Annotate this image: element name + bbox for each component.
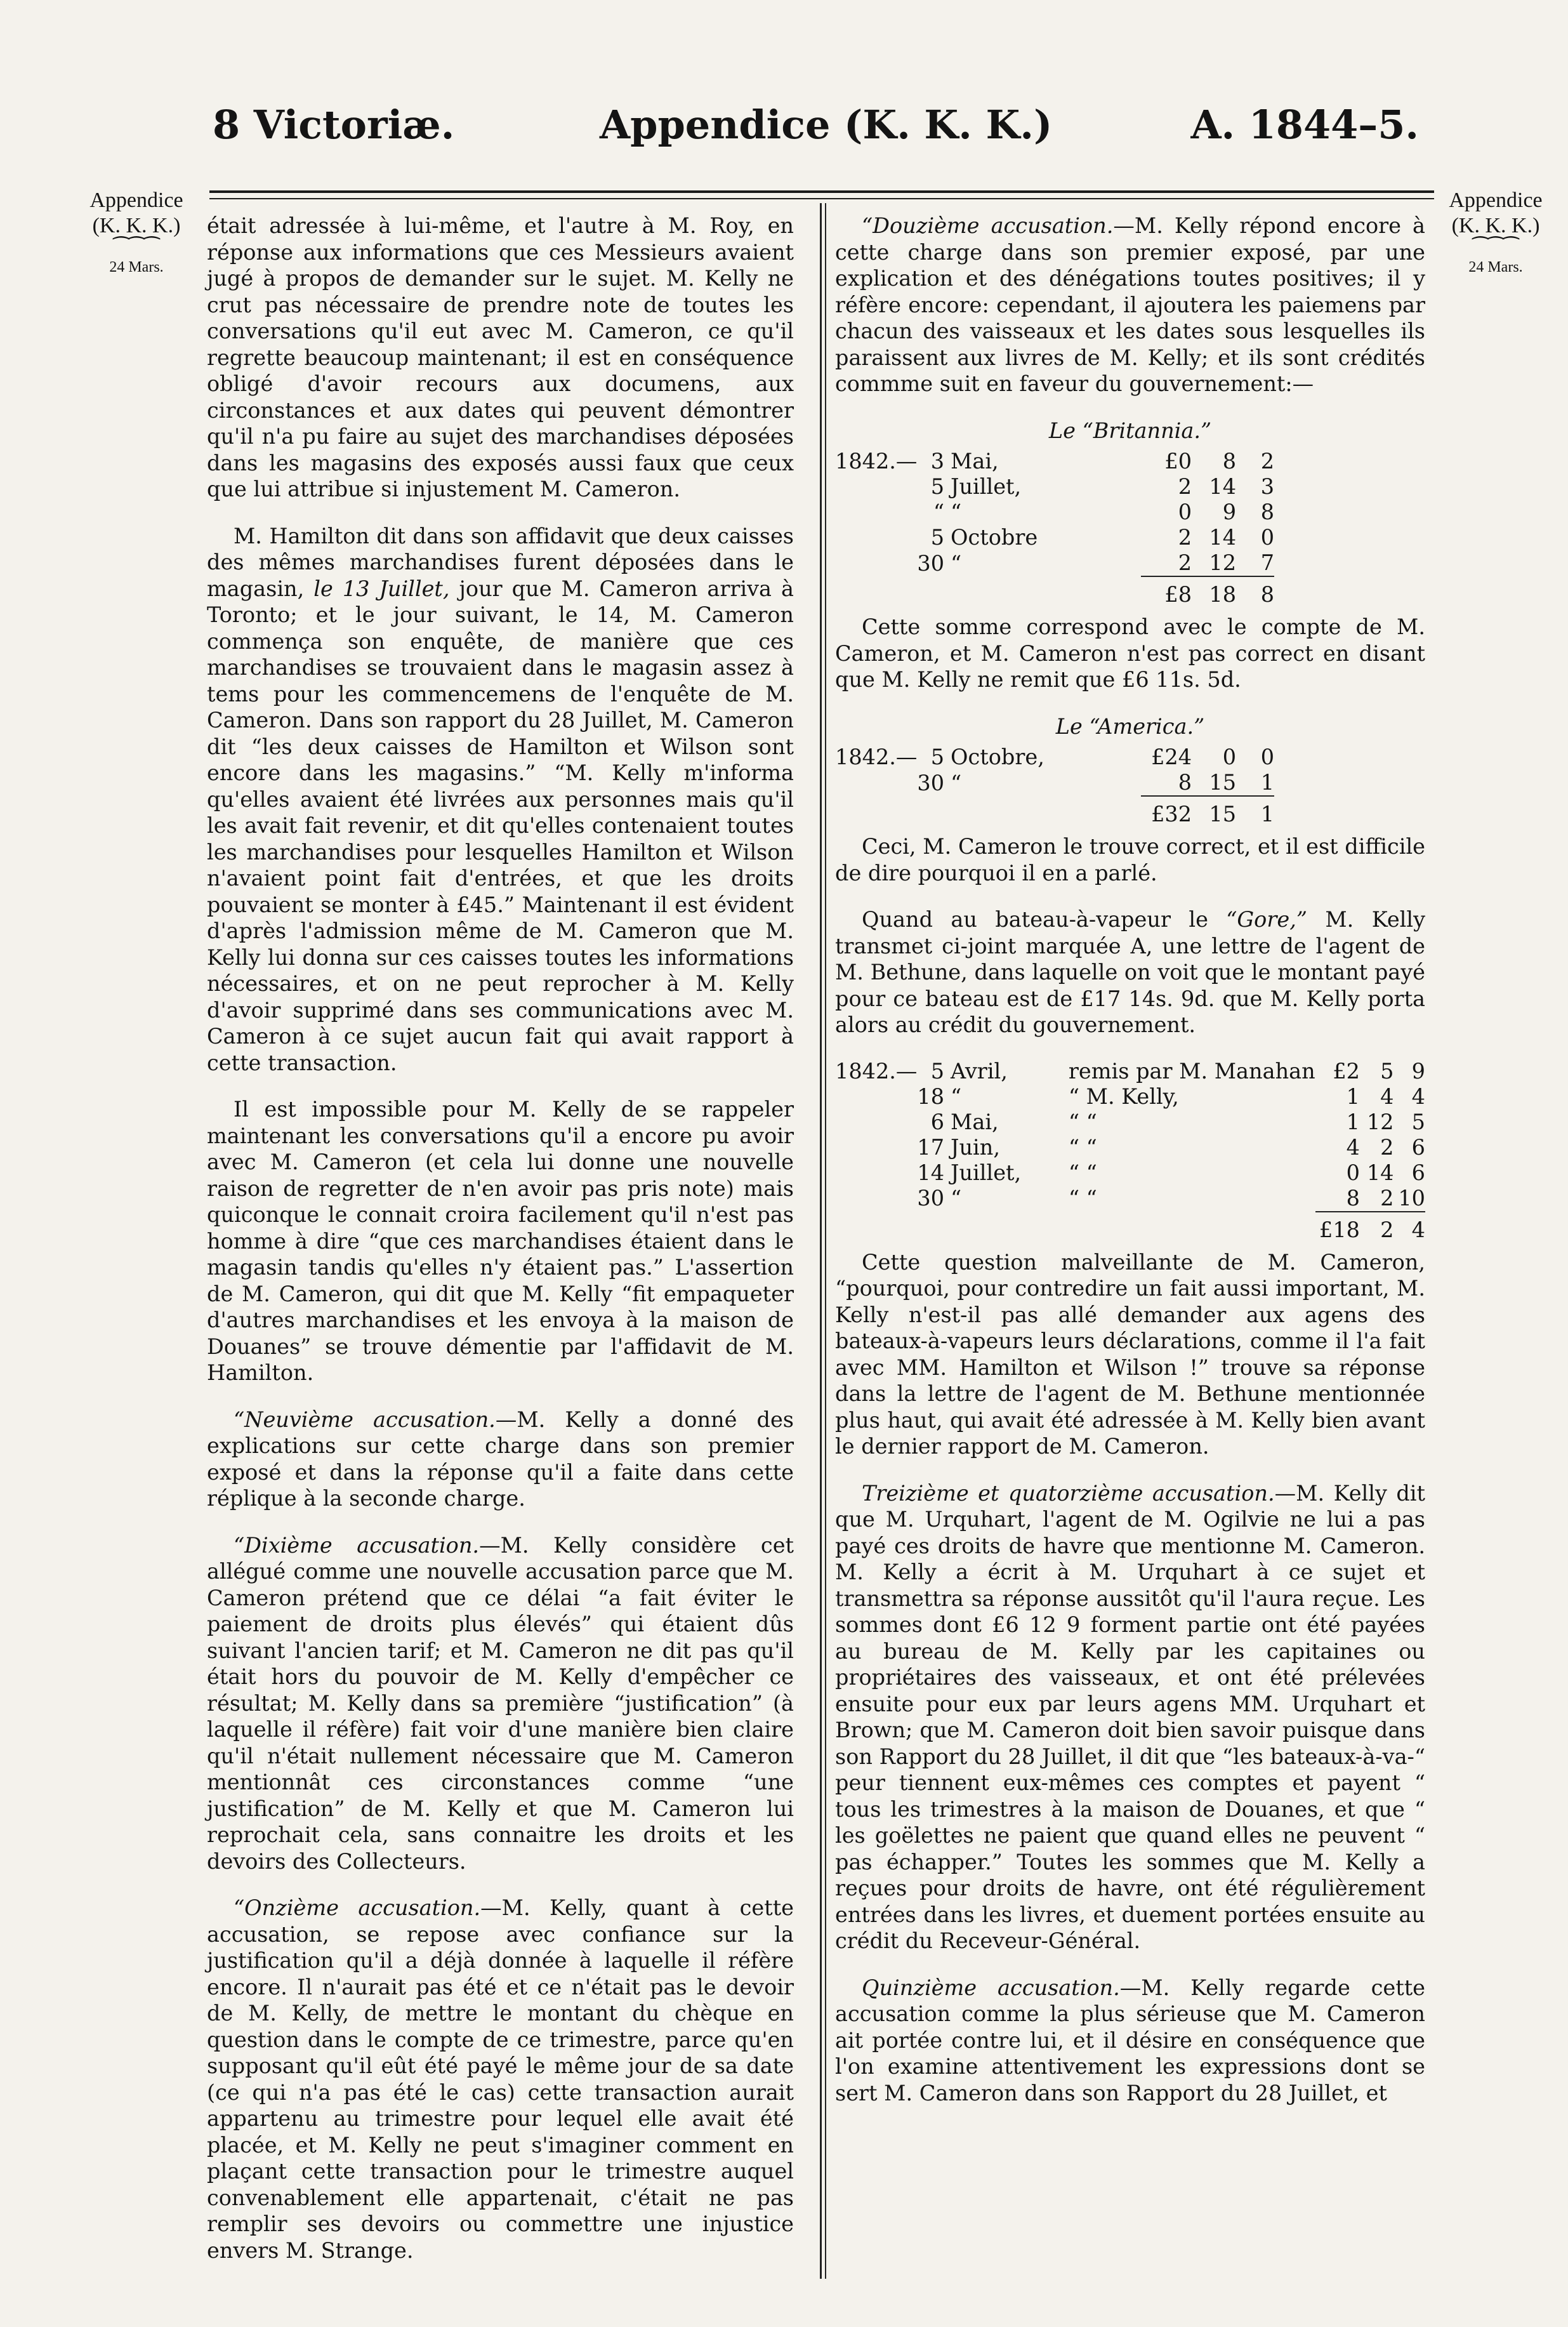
total-pounds: £8 <box>1141 576 1192 607</box>
text: —M. Kelly répond encore à cette charge dans son premier exposé, par une explication et des dénégations toutes positives; il y réfère encore: cependant, il ajoutera les paiemens par chacun des vaisseaux et les dates sous lesquelles ils paraissent aux livres de M. Kelly; et ils sont crédités commme suit en faveur du gouvernement:— <box>835 213 1426 396</box>
pounds-cell: 8 <box>1178 770 1192 795</box>
shillings-cell: 14 <box>1209 525 1237 550</box>
paragraph: Ceci, M. Cameron le trouve correct, et il est difficile de dire pourquoi il en a parlé. <box>835 834 1425 885</box>
pence-cell: 4 <box>1411 1084 1425 1109</box>
paragraph: Cette question malveillante de M. Cameron, “pourquoi, pour contredire un fait aussi important, M. Kelly n'est-il pas allé demander aux agens des bateaux-à-vapeurs leurs déclarations, comme il l'a fait avec MM. Hamilton et Wilson !” trouve sa réponse dans la lettre de l'agent de M. Bethune mentionnée plus haut, qui avait été adressée à M. Kelly bien avant le dernier rapport de M. Cameron. <box>835 1249 1425 1459</box>
year-cell <box>835 1110 917 1135</box>
table-row <box>835 770 1274 796</box>
day-cell: “ <box>933 500 945 524</box>
spacer <box>917 576 951 607</box>
column-divider <box>820 203 822 2279</box>
account-table-america <box>835 745 1274 827</box>
total-pence: 4 <box>1393 1212 1425 1243</box>
pence-cell: 6 <box>1411 1134 1425 1160</box>
swirl-ornament-icon: ⁀⁀⁀ <box>113 237 160 258</box>
header-appendix: Appendice (K. K. K.) <box>600 102 1053 148</box>
margin-note-right <box>1435 188 1556 277</box>
day-cell: 30 <box>917 1186 945 1210</box>
day-cell: 5 <box>930 525 945 550</box>
margin-note-left <box>76 188 197 277</box>
month-cell: Juillet, <box>951 1160 1022 1185</box>
paragraph-treizieme <box>835 1480 1425 1954</box>
total-pence: 8 <box>1236 576 1274 607</box>
pounds-cell: 4 <box>1346 1134 1360 1160</box>
table-row <box>835 1186 1425 1212</box>
table-row <box>835 1135 1425 1160</box>
margin-kkk: (K. K. K.) <box>1451 214 1540 237</box>
pounds-cell: £24 <box>1151 745 1192 769</box>
shillings-cell: 8 <box>1222 449 1237 474</box>
remitter-cell: “ “ <box>1068 1186 1097 1210</box>
table-row <box>835 500 1274 525</box>
total-row <box>835 576 1274 607</box>
total-pounds: £32 <box>1141 796 1192 827</box>
month-cell: “ <box>951 770 962 795</box>
shillings-cell: 5 <box>1380 1058 1394 1084</box>
pounds-cell: 8 <box>1346 1185 1360 1210</box>
paragraph-neuvieme <box>207 1407 794 1512</box>
table-title-britannia: Le “Britannia.” <box>1048 418 1212 443</box>
paragraph: Il est impossible pour M. Kelly de se rappeler maintenant les conversations qu'il a encore pu avoir avec M. Cameron (et cela lui donne une nouvelle raison de regretter de n'en avoir pas pris note) mais quiconque le connait croira facilement qu'il n'est pas homme à dire “que ces marchandises étaient dans le magasin tandis qu'elles n'y étaient pas.” L'assertion de M. Cameron, qui dit que M. Kelly “fit empaqueter d'autres marchandises et les envoya à la maison de Douanes” se trouve démentie par l'affidavit de M. Hamilton. <box>207 1097 794 1385</box>
month-cell: Juillet, <box>951 474 1022 499</box>
pounds-cell: 2 <box>1178 550 1192 575</box>
day-cell: 5 <box>930 1058 945 1084</box>
header-year: A. 1844–5. <box>1190 102 1419 148</box>
spacer <box>835 1212 917 1243</box>
total-shillings: 2 <box>1360 1212 1393 1243</box>
month-cell: “ <box>951 500 962 524</box>
paragraph-quinzieme <box>835 1975 1425 2107</box>
day-cell: 5 <box>930 474 945 499</box>
pounds-cell: 2 <box>1178 525 1192 550</box>
text: —M. Kelly dit que M. Urquhart, l'agent de M. Ogilvie ne lui a pas payé ces droits de havre que mentionne M. Cameron. M. Kelly a écrit à M. Urquhart à ce sujet et transmettra sa réponse aussitôt qu'il l'aura reçue. Les sommes dont £6 12 9 forment partie ont été payées au bureau de M. Kelly par les capitaines ou propriétaires des vaisseaux, et ont été prélevées ensuite pour eux par leurs agens MM. Urquhart et Brown; que M. Cameron doit bien savoir puisque dans son Rapport du 28 Juillet, il dit que “les bateaux-à-va-“ peur tiennent eux-mêmes ces comptes et payent “ tous les trimestres à la maison de Douanes, et que “ les goëlettes ne paient que quand elles ne peuvent “ pas échapper.” Toutes les sommes que M. Kelly a reçues pour droits de havre, ont été régulièrement entrées dans les livres, et duement portées ensuite au crédit du Receveur-Général. <box>835 1480 1425 1953</box>
pence-cell: 8 <box>1260 500 1275 524</box>
accusation-heading: “Neuvième accusation. <box>234 1407 496 1432</box>
month-cell: Juin, <box>951 1134 1000 1160</box>
text: —M. Kelly considère cet allégué comme une nouvelle accusation parce que M. Cameron prétend que ce délai “a fait éviter le paiement de droits plus élevés” qui étaient dûs suivant l'ancien tarif; et M. Cameron ne dit pas qu'il était hors du pouvoir de M. Kelly d'empêcher ce résultat; M. Kelly dans sa première “justification” (à laquelle il réfère) fait voir d'une manière bien claire qu'il n'était nullement nécessaire que M. Cameron mentionnât ces circonstances comme “une justification” de M. Kelly et que M. Cameron lui reprochait cela, sans connaitre les droits et les devoirs des Collecteurs. <box>207 1532 794 1874</box>
pence-cell: 2 <box>1260 449 1275 474</box>
text: —M. Kelly a donné des explications sur cette charge dans son premier exposé et dans la réponse qu'il a faite dans cette réplique à la seconde charge. <box>207 1407 794 1511</box>
spacer <box>951 576 1141 607</box>
day-cell: 30 <box>917 550 945 576</box>
pence-cell: 1 <box>1260 770 1275 795</box>
text: —M. Kelly regarde cette accusation comme la plus sérieuse que M. Cameron ait portée contre lui, et il désire en conséquence que l'on examine attentivement les expressions dont se sert M. Cameron dans son Rapport du 28 Juillet, et <box>835 1975 1425 2105</box>
table-row <box>835 1084 1425 1110</box>
pounds-cell: 0 <box>1178 500 1192 524</box>
pence-cell: 3 <box>1260 474 1275 499</box>
shillings-cell: 15 <box>1209 770 1237 795</box>
table-row <box>835 745 1274 770</box>
paragraph-douzieme <box>835 213 1425 397</box>
year-cell: 1842.— <box>835 745 918 769</box>
table-row <box>835 550 1274 576</box>
remitter-cell: “ “ <box>1068 1134 1097 1160</box>
year-cell <box>835 1084 917 1110</box>
table-row <box>835 474 1274 500</box>
spacer <box>835 796 917 827</box>
month-cell: “ <box>951 550 962 576</box>
year-cell <box>835 1186 917 1212</box>
column-divider-thin <box>825 203 826 2279</box>
table-row <box>835 1160 1425 1186</box>
total-shillings: 18 <box>1192 576 1236 607</box>
right-column <box>835 213 1425 2126</box>
remitter-cell: “ “ <box>1068 1109 1097 1134</box>
year-cell <box>835 525 917 550</box>
day-cell: 17 <box>917 1134 945 1160</box>
margin-date: 24 Mars. <box>109 259 164 275</box>
text: M. Kelly transmet ci-joint marquée A, une lettre de l'agent de M. Bethune, dans laquelle on voit que le montant payé pour ce bateau est de £17 14s. 9d. que M. Kelly porta alors au crédit du gouvernement. <box>835 907 1426 1037</box>
day-cell: 5 <box>930 745 945 769</box>
pounds-cell: 1 <box>1346 1109 1360 1134</box>
header-rule <box>209 190 1434 193</box>
shillings-cell: 4 <box>1380 1084 1394 1109</box>
accusation-heading: Quinzième accusation. <box>862 1975 1120 2000</box>
year-cell <box>835 550 917 576</box>
shillings-cell: 9 <box>1222 500 1237 524</box>
margin-kkk: (K. K. K.) <box>92 214 181 237</box>
year-cell <box>835 770 917 796</box>
text: jour que M. Cameron arriva à Toronto; et le jour suivant, le 14, M. Cameron commença son enquête, de manière que ces marchandises se trouvaient dans le magasin assez à tems pour les commencemens de l'enquête de M. Cameron. Dans son rapport du 28 Juillet, M. Cameron dit “les deux caisses de Hamilton et Wilson sont encore dans les magasins.” “M. Kelly m'informa qu'elles avaient été livrées aux personnes mais qu'il les avait fait revenir, et dit qu'elles contenaient toutes les marchandises pour lesquelles Hamilton et Wilson n'avaient point fait d'entrées, et que les droits pouvaient se monter à £45.” Maintenant il est évident d'après l'admission même de M. Cameron que M. Kelly lui donna sur ces caisses toutes les informations nécessaires, et on ne peut reprocher à M. Kelly d'avoir supprimé dans ses communications avec M. Cameron à ce sujet aucun fait qui avait rapport à cette transaction. <box>207 576 794 1075</box>
shillings-cell: 2 <box>1380 1134 1394 1160</box>
day-cell: 30 <box>917 770 945 795</box>
header-rule-thin <box>209 198 1434 199</box>
header-session: 8 Victoriæ. <box>213 102 455 148</box>
margin-appendice: Appendice <box>1449 189 1543 212</box>
pence-cell: 9 <box>1411 1058 1425 1084</box>
pence-cell: 0 <box>1260 525 1275 550</box>
year-cell: 1842.— <box>835 449 918 474</box>
spacer <box>835 576 917 607</box>
total-pence: 1 <box>1236 796 1274 827</box>
spacer <box>1069 1212 1315 1243</box>
day-cell: 14 <box>917 1160 945 1185</box>
shillings-cell: 14 <box>1209 474 1237 499</box>
pence-cell: 10 <box>1398 1185 1425 1210</box>
month-cell: “ <box>951 1186 962 1210</box>
pence-cell: 7 <box>1260 550 1275 575</box>
text: —M. Kelly, quant à cette accusation, se repose avec confiance sur la justification qu'il a déjà donnée à laquelle il réfère encore. Il n'aurait pas été et ce n'était pas le devoir de M. Kelly, de mettre le montant du chèque en question dans le compte de ce trimestre, parce qu'en supposant qu'il eût été payé le même jour de sa date (ce qui n'a pas été le cas) cette transaction aurait appartenu au trimestre pour lequel elle avait été placée, et M. Kelly ne peut s'imaginer comment en plaçant cette transaction pour le trimestre auquel convenablement elle appartenait, c'était ne pas remplir ses devoirs ou commettre une injustice envers M. Strange. <box>207 1895 794 2263</box>
total-row <box>835 1212 1425 1243</box>
year-cell <box>835 1160 917 1186</box>
total-pounds: £18 <box>1315 1212 1360 1243</box>
table-row <box>835 1059 1425 1084</box>
day-cell: 3 <box>930 449 945 474</box>
shillings-cell: 12 <box>1209 550 1237 575</box>
pence-cell: 5 <box>1411 1109 1425 1134</box>
paragraph-gore <box>835 906 1425 1038</box>
text: Quand au bateau-à-vapeur le <box>862 907 1208 932</box>
vessel-name: “Gore,” <box>1226 907 1307 932</box>
spacer <box>917 1212 951 1243</box>
remitter-cell: “ M. Kelly, <box>1068 1084 1179 1109</box>
table-title-america: Le “America.” <box>1055 713 1205 739</box>
table-row <box>835 525 1274 550</box>
month-cell: Mai, <box>951 449 999 474</box>
spacer <box>917 796 951 827</box>
pounds-cell: £0 <box>1164 449 1192 474</box>
paragraph-dixieme <box>207 1532 794 1875</box>
month-cell: Mai, <box>951 1109 999 1134</box>
text: M. Hamilton dit dans son affidavit que deux caisses des mêmes marchandises furent déposées dans le magasin, <box>207 523 794 601</box>
accusation-heading: “Dixième accusation. <box>234 1532 480 1558</box>
swirl-ornament-icon: ⁀⁀⁀ <box>1472 237 1519 258</box>
accusation-heading: “Onzième accusation. <box>234 1895 481 1920</box>
accusation-heading: Treizième et quatorzième accusation. <box>862 1480 1275 1506</box>
total-row <box>835 796 1274 827</box>
month-cell: Octobre <box>951 525 1038 550</box>
table-row <box>835 1110 1425 1135</box>
remitter-cell: “ “ <box>1068 1160 1097 1185</box>
margin-appendice: Appendice <box>89 189 183 212</box>
year-cell <box>835 500 917 525</box>
account-table-gore <box>835 1059 1425 1243</box>
shillings-cell: 14 <box>1366 1160 1394 1185</box>
margin-date: 24 Mars. <box>1468 259 1523 275</box>
pounds-cell: 2 <box>1178 474 1192 499</box>
left-column <box>207 213 794 2284</box>
paragraph: Cette somme correspond avec le compte de M. Cameron, et M. Cameron n'est pas correct en disant que M. Kelly ne remit que £6 11s. 5d. <box>835 614 1425 692</box>
total-shillings: 15 <box>1192 796 1236 827</box>
shillings-cell: 0 <box>1222 745 1237 769</box>
month-cell: Octobre, <box>951 745 1044 769</box>
paragraph-onzieme <box>207 1895 794 2264</box>
pence-cell: 0 <box>1260 745 1275 769</box>
table-row <box>835 449 1274 474</box>
month-cell: “ <box>951 1084 962 1109</box>
date-text: le 13 Juillet, <box>313 576 450 601</box>
pounds-cell: 1 <box>1346 1084 1360 1109</box>
spacer <box>951 1212 1069 1243</box>
pence-cell: 6 <box>1411 1160 1425 1185</box>
month-cell: Avril, <box>951 1058 1008 1084</box>
paragraph-hamilton <box>207 523 794 1077</box>
spacer <box>951 796 1141 827</box>
year-cell <box>835 474 917 500</box>
day-cell: 18 <box>917 1084 945 1109</box>
account-table-britannia <box>835 449 1274 607</box>
remitter-cell: remis par M. Manahan <box>1068 1058 1315 1084</box>
day-cell: 6 <box>930 1109 945 1134</box>
year-cell <box>835 1135 917 1160</box>
year-cell: 1842.— <box>835 1058 918 1084</box>
shillings-cell: 2 <box>1380 1185 1394 1210</box>
pounds-cell: 0 <box>1346 1160 1360 1185</box>
pounds-cell: £2 <box>1333 1058 1360 1084</box>
paragraph: était adressée à lui-même, et l'autre à M. Roy, en réponse aux informations que ces Messieurs avaient jugé à propos de demander sur le sujet. M. Kelly ne crut pas nécessaire de prendre note de toutes les conversations qu'il eut avec M. Cameron, ce qu'il regrette beaucoup maintenant; il est en conséquence obligé d'avoir recours aux documens, aux circonstances et aux dates qui peuvent démontrer qu'il n'a pu faire au sujet des marchandises déposées dans les magasins des exposés aussi faux que ceux que lui attribue si injustement M. Cameron. <box>207 213 794 501</box>
shillings-cell: 12 <box>1366 1109 1394 1134</box>
accusation-heading: “Douzième accusation. <box>862 213 1114 238</box>
